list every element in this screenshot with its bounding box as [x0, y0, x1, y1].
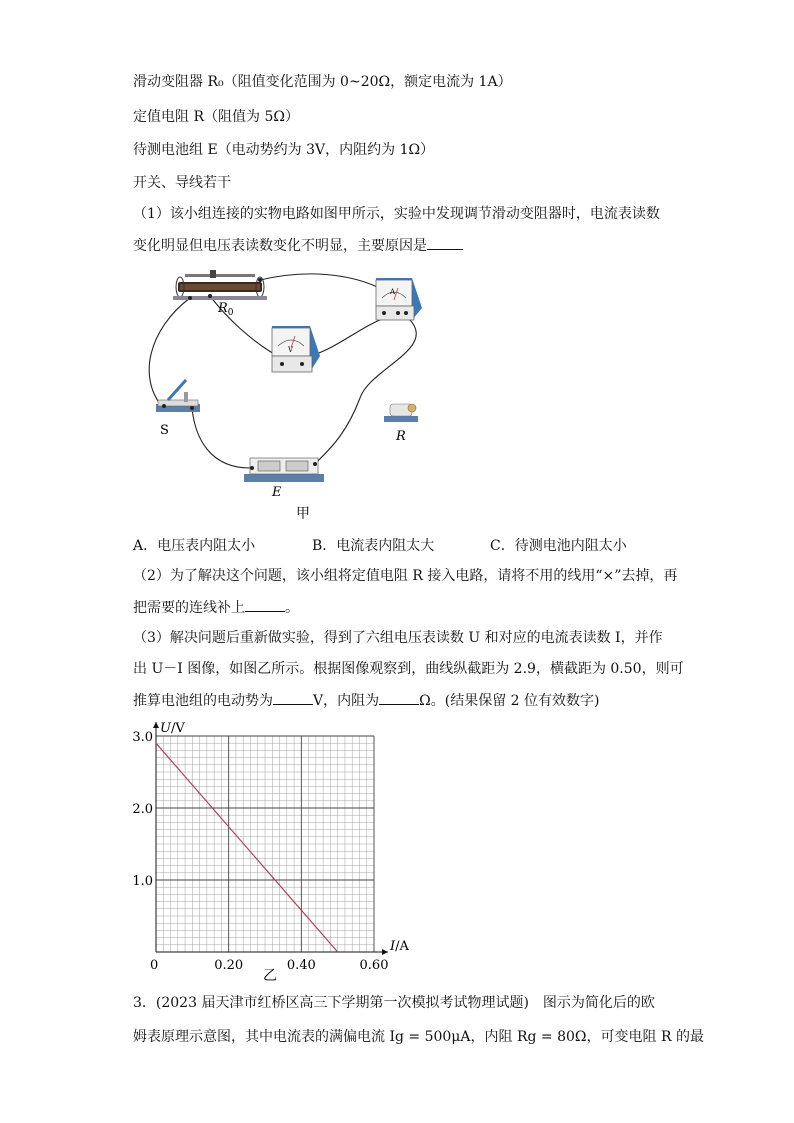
q2-line2-text: 把需要的连线补上: [133, 600, 245, 616]
y-tick-label: 2.0: [132, 802, 153, 817]
rheostat-r0: [173, 270, 267, 300]
label-e: E: [272, 485, 282, 500]
label-v: V: [288, 346, 294, 354]
label-r0: $R_0$: [218, 301, 234, 318]
q-next-line2: 姆表原理示意图，其中电流表的满偏电流 Ig = 500μA，内阻 Rg = 80Ω，可变电阻 R 的最: [133, 1029, 704, 1045]
x-tick-label: 0.60: [359, 958, 389, 973]
q3-line3-c: Ω。(结果保留 2 位有效数字): [419, 693, 600, 709]
figure-caption-jia: 甲: [296, 506, 310, 522]
chart-axes: [153, 722, 388, 955]
resistance-answer-blank[interactable]: [379, 690, 419, 705]
q3-line2: 出 U－I 图像，如图乙所示。根据图像观察到，曲线纵截距为 2.9，横截距为 0.50，则可: [133, 661, 684, 677]
q1-answer-blank[interactable]: [427, 235, 463, 250]
voltmeter: [272, 326, 320, 372]
q2-line1: （2）为了解决这个问题，该小组将定值电阻 R 接入电路，请将不用的线用“×”去掉，再: [133, 568, 678, 584]
q3-line3-b: V，内阻为: [313, 693, 380, 709]
material-resistor: 定值电阻 R（阻值为 5Ω）: [133, 109, 299, 125]
ammeter: [376, 278, 422, 320]
x-tick-label: 0.40: [286, 958, 316, 973]
battery-e: [244, 458, 324, 482]
x-tick-label: 0.20: [214, 958, 244, 973]
u-i-line: [156, 743, 338, 952]
chart-xlabel: I/A: [390, 939, 409, 954]
q3-line3-a: 推算电池组的电动势为: [133, 693, 273, 709]
x-axis-arrow: [382, 949, 388, 955]
chart-series: [156, 743, 338, 952]
q3-line1: （3）解决问题后重新做实验，得到了六组电压表读数 U 和对应的电流表读数 I，并作: [133, 630, 663, 646]
chart-caption-yi: 乙: [263, 968, 277, 984]
material-switch-wires: 开关、导线若干: [133, 175, 231, 191]
option-a[interactable]: A．电压表内阻太小: [133, 538, 256, 554]
q1-line2: [133, 235, 463, 256]
q2-line2: 把需要的连线补上 。: [133, 597, 299, 618]
material-rheostat: 滑动变阻器 R₀（阻值变化范围为 0~20Ω，额定电流为 1A）: [133, 74, 512, 90]
y-axis-arrow: [153, 722, 159, 728]
y-tick-label: 3.0: [132, 730, 153, 745]
q1-line1: （1）该小组连接的实物电路如图甲所示，实验中发现调节滑动变阻器时，电流表读数: [133, 206, 660, 222]
x-tick-label: 0: [150, 958, 159, 973]
q1-line2-text: 变化明显但电压表读数变化不明显，主要原因是: [133, 238, 427, 254]
chart-grid-minor: [156, 736, 374, 952]
y-tick-label: 1.0: [132, 874, 153, 889]
material-battery: 待测电池组 E（电动势约为 3V，内阻约为 1Ω）: [133, 142, 435, 158]
option-b[interactable]: B．电流表内阻太大: [312, 538, 435, 554]
resistor-r: [384, 404, 418, 422]
q-next-line1: 3．(2023 届天津市红桥区高三下学期第一次模拟考试物理试题) 图示为简化后的欧: [133, 995, 655, 1011]
emf-answer-blank[interactable]: [273, 690, 313, 705]
q3-line3: [133, 690, 599, 711]
chart-ylabel: U/V: [160, 721, 185, 736]
circuit-figure: [140, 268, 440, 524]
option-c[interactable]: C．待测电池内阻太小: [490, 538, 627, 554]
label-r: R: [396, 429, 406, 444]
q2-answer-blank[interactable]: [245, 597, 285, 612]
u-i-chart: [125, 716, 425, 986]
switch-s: [156, 380, 200, 412]
label-s: S: [160, 423, 169, 438]
label-a: A: [390, 288, 396, 296]
